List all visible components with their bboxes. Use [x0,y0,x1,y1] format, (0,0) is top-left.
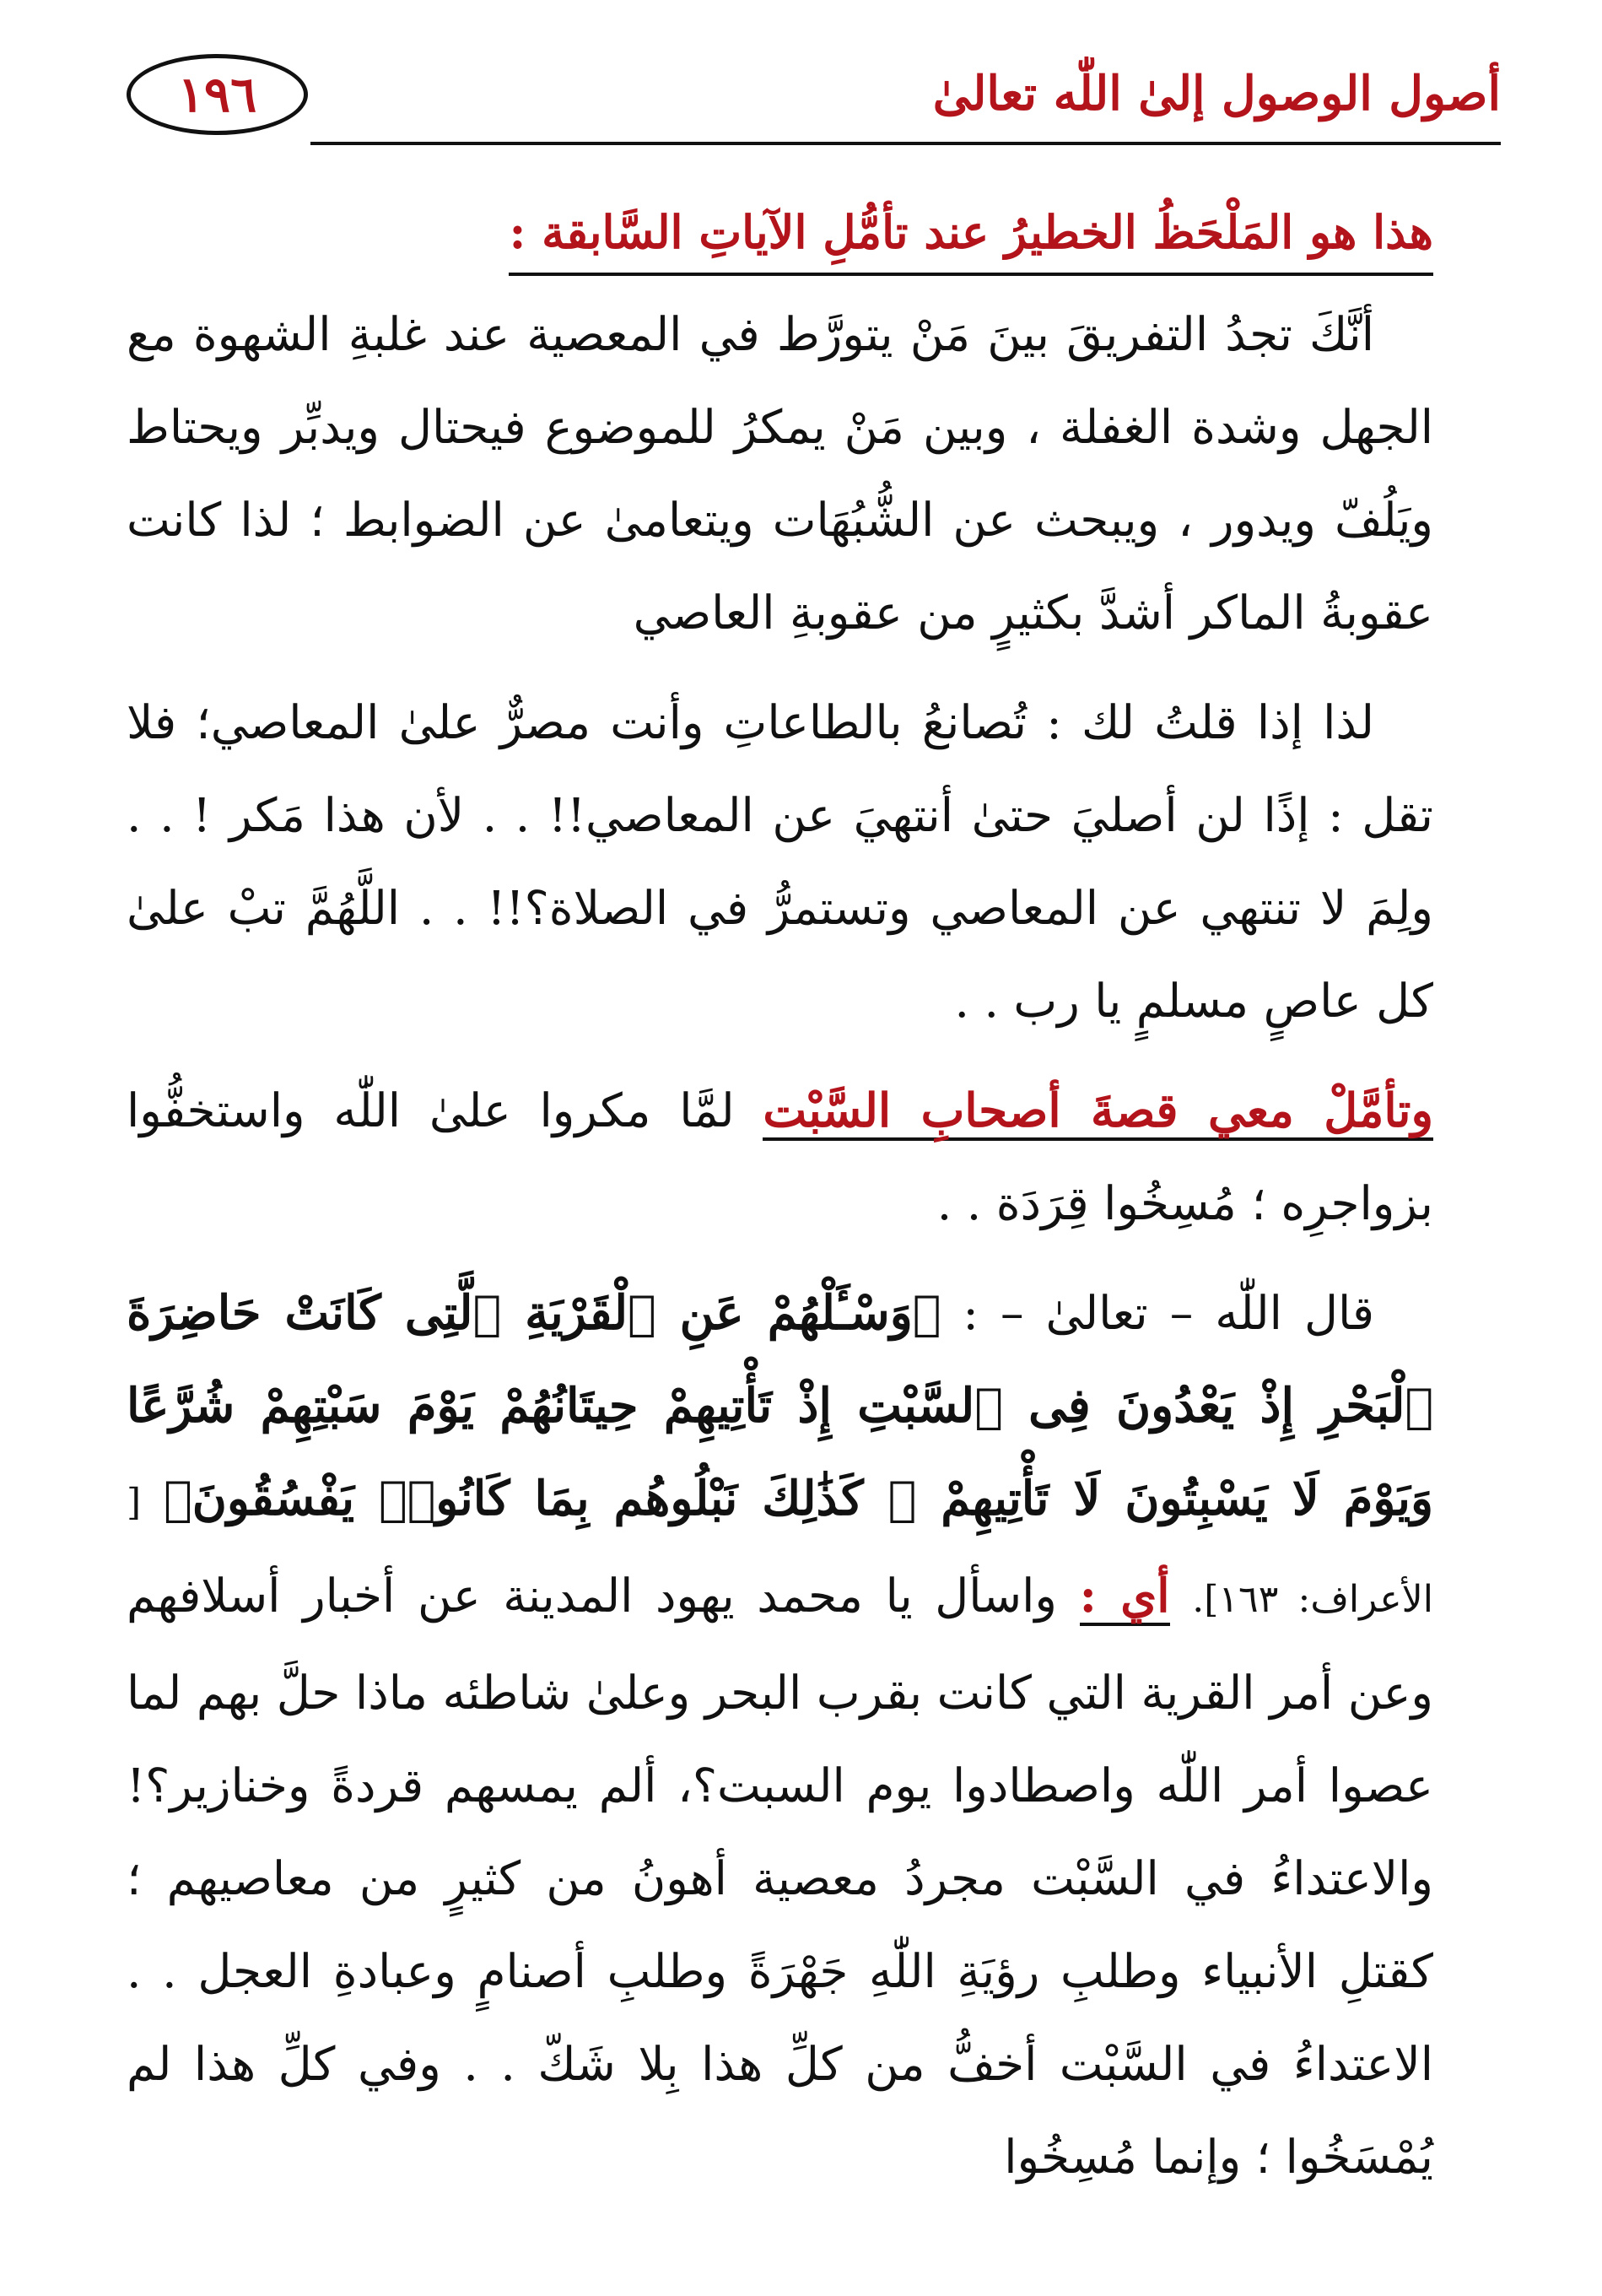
page-header [118,54,1501,147]
highlighted-phrase: وتأمَّلْ معي قصةَ أصحابِ السَّبْت [763,1083,1433,1141]
paragraph-3-rest: لمَّا مكروا علىٰ اللّٰه واستخفُّوا بزواجرِه ؛ مُسِخُوا قِرَدَة . . [127,1083,1433,1230]
section-heading: هذا هو المَلْحَظُ الخطيرُ عند تأمُّلِ الآياتِ السَّابقة : [509,192,1433,276]
paragraph-3 [127,1064,1433,1250]
running-title: أصول الوصول إلىٰ اللّٰه تعالىٰ [932,66,1501,122]
heading-wrapper [127,186,1433,288]
verse-reference: [ الأعراف: ١٦٣]. [127,1481,1434,1621]
page-body [127,186,1433,2220]
paragraph-2: لذا إذا قلتُ لك : تُصانعُ بالطاعاتِ وأنت مصرٌّ علىٰ المعاصي؛ فلا تقل : إذًا لن أصليَ حتىٰ أنتهيَ عن المعاصي!! . . لأن هذا مَكر ! . . ولِمَ لا تنتهي عن المعاصي وتستمرُّ في الصلاة؟!! . . اللَّهُمَّ تبْ علىٰ كل عاصٍ مسلمٍ يا رب . . [127,695,1433,1028]
header-rule [310,142,1501,145]
quran-verse: ﴿وَسْـَٔلْهُمْ عَنِ ٱلْقَرْيَةِ ٱلَّتِى كَانَتْ حَاضِرَةَ ٱلْبَحْرِ إِذْ يَعْدُونَ فِى ٱلسَّبْتِ إِذْ تَأْتِيهِمْ حِيتَانُهُمْ يَوْمَ سَبْتِهِمْ شُرَّعًا وَيَوْمَ لَا يَسْبِتُونَ لَا تَأْتِيهِمْ ۚ كَذَٰلِكَ نَبْلُوهُم بِمَا كَانُوا۟ يَفْسُقُونَ﴾ [127,1285,1433,1526]
verse-explanation: واسأل يا محمد يهود المدينة عن أخبار أسلافهم وعن أمر القرية التي كانت بقرب البحر وعلىٰ شاطئه ماذا حلَّ بهم لما عصوا أمر اللّٰه واصطادوا يوم السبت؟، ألم يمسهم قردةً وخنازير؟! والاعتداءُ في السَّبْت مجردُ معصية أهونُ من كثيرٍ من معاصيهم ؛ كقتلِ الأنبياء وطلبِ رؤيَةِ اللّٰهِ جَهْرَةً وطلبِ أصنامٍ وعبادةِ العجل . . الاعتداءُ في السَّبْت أخفُّ من كلِّ هذا بِلا شَكّ . . وفي كلِّ هذا لم يُمْسَخُوا ؛ وإنما مُسِخُوا [127,1569,1433,2184]
page-number-badge: ١٩٦ [127,54,308,135]
ay-label: أي : [1080,1568,1170,1626]
paragraph-1: أنَّكَ تجدُ التفريقَ بينَ مَنْ يتورَّط في المعصية عند غلبةِ الشهوة مع الجهل وشدة الغفلة ، وبين مَنْ يمكرُ للموضوع فيحتال ويدبِّر ويحتاط ويَلُفّ ويدور ، ويبحث عن الشُّبُهَات ويتعامىٰ عن الضوابط ؛ لذا كانت عقوبةُ الماكر أشدَّ بكثيرٍ من عقوبةِ العاصي [127,307,1433,640]
verse-intro: قال اللّٰه – تعالىٰ – : [963,1286,1374,1340]
paragraph-4 [127,1267,1433,2203]
